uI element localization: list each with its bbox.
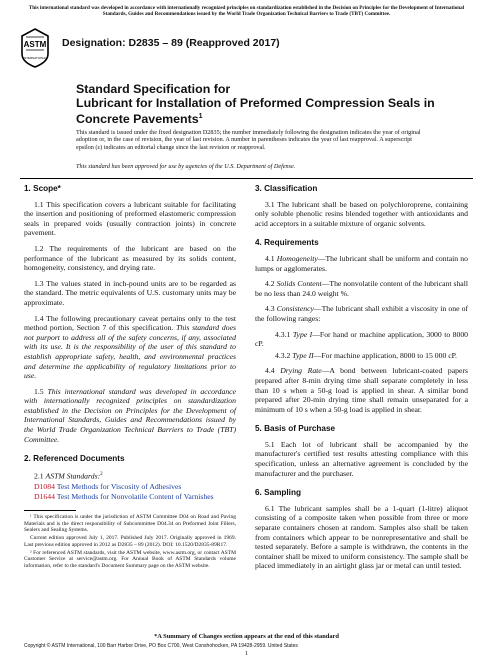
para-1-4: 1.4 The following precautionary caveat pertains only to the test method portion, Section 7 of this specification. This standard does not purport to address all of the safety concerns, if any, associated with its use. It is the responsibility of the user of this standard to establish appropriate safety, health, and environmental practices and determine the applicability of regulatory limitations prior to use. — [24, 313, 236, 381]
standard-note: This standard is issued under the fixed designation D2835; the number immediately following the designation indicates the year of original adoption or, in the case of revision, the year of last revision. A number in parentheses indicates the year of last reapproval. A superscript epsilon (ε) indicates an editorial change since the last revision or reapproval. — [76, 129, 421, 151]
title-line-2: Lubricant for Installation of Preformed Compression Seals in Concrete Pavements$^1$ — [76, 96, 435, 127]
title-footnote-mark: 1 — [198, 113, 203, 120]
page-number: 1 — [244, 650, 249, 657]
section-5-heading: 5. Basis of Purchase — [255, 424, 336, 434]
section-3-heading: 3. Classification — [255, 184, 318, 193]
title-line-1: Standard Specification for — [76, 82, 231, 96]
footnote-1: ¹ This specification is under the jurisdiction of ASTM Committee D04 on Road and Paving Materials and is the direct responsibility of Subcommittee D04.34 on Preformed Joint Fillers, Sealers and Sealing Systems. — [24, 514, 236, 534]
svg-text:INTERNATIONAL: INTERNATIONAL — [23, 56, 47, 60]
right-column — [255, 184, 468, 577]
ref-title-link[interactable]: Test Methods for Viscosity of Adhesives — [54, 482, 182, 491]
ref-code-link[interactable]: D1644 — [34, 491, 55, 501]
svg-text:ASTM: ASTM — [23, 40, 47, 49]
section-2-heading: 2. Referenced Documents — [24, 454, 125, 464]
footnote-1b: Current edition approved July 1, 2017. Published July 2017. Originally approved in 1969. Last previous edition approved in 2012 as D2835 – 89 (2012). DOI: 10.1520/D2835-89R17. — [24, 535, 236, 548]
footnote-2: ² For referenced ASTM standards, visit the ASTM website, www.astm.org, or contact ASTM Customer Service at service@astm.org. For Annual Book of ASTM Standards volume information, refer to the standard's Document Summary page on the ASTM website. — [24, 549, 236, 569]
para-4-2: 4.2 Solids Content—The nonvolatile content of the lubricant shall be no less than 24.0 weight %. — [255, 279, 468, 298]
para-4-1: 4.1 Homogeneity—The lubricant shall be uniform and contain no lumps or agglomerates. — [255, 253, 468, 273]
left-column — [24, 184, 236, 501]
para-1-5: 1.5 This international standard was developed in accordance with internationally recognized principles on standardization established in the Decision on Principles for the Development of International Standards, Guides and Recommendations issued by the World Trade Organization Technical Barriers to Trade (TBT) Committee. — [24, 386, 237, 444]
ref-code-link[interactable]: D1084 — [34, 482, 55, 491]
approval-note: This standard has been approved for use by agencies of the U.S. Department of Defense. — [76, 163, 296, 170]
para-5-1: 5.1 Each lot of lubricant shall be accompanied by the manufacturer's certified test results attesting compliance with this specification, unless an alternative agreement is concluded by the manufacturer and the purchaser. — [255, 439, 468, 478]
section-6-heading: 6. Sampling — [255, 488, 301, 498]
summary-of-changes-note: *A Summary of Changes section appears at the end of this standard — [154, 633, 339, 640]
copyright-line: Copyright © ASTM International, 100 Barr Harbor Drive, PO Box C700, West Conshohocken, PA 19428-2959. United States — [24, 643, 298, 649]
footnotes — [24, 514, 236, 571]
para-1-2: 1.2 The requirements of the lubricant are based on the performance of the lubricant as measured by its solids content, homogeneity, consistency, and drying rate. — [24, 243, 236, 273]
para-3-1: 3.1 The lubricant shall be based on polychloroprene, containing only soluble phenolic resins blended together with antioxidants and acid acceptors in a suitable mixture of organic solvents. — [255, 199, 468, 228]
header-divider — [20, 178, 473, 179]
reference-d1644[interactable] — [34, 492, 236, 502]
section-4-heading: 4. Requirements — [255, 238, 319, 248]
para-4-3-2: 4.3.2 Type II—For machine application, 8000 to 15 000 cP. — [275, 350, 457, 360]
para-1-1: 1.1 This specification covers a lubricant suitable for facilitating the insertion and positioning of preformed elastomeric compression seals in prepared voids (usually contraction joints) in concrete pavement. — [24, 199, 236, 238]
section-1-heading: 1. Scope* — [24, 184, 61, 193]
reference-d1084[interactable] — [34, 482, 236, 492]
para-4-4: 4.4 Drying Rate—A bond between lubricant-coated papers prepared after 8-min drying time shall separate completely in less than 10 s when a 50-g load is applied in shear. A similar bond prepared after 20-min drying time shall remain unseparated for a minimum of 10 s when a 50-g load is applied in shear. — [255, 366, 468, 414]
footnote-divider — [24, 510, 76, 511]
para-1-3: 1.3 The values stated in inch-pound units are to be regarded as the standard. The metric equivalents of U.S. customary units may be approximate. — [24, 278, 236, 307]
astm-logo — [20, 28, 50, 68]
designation: Designation: D2835 – 89 (Reapproved 2017) — [62, 37, 280, 49]
para-4-3: 4.3 Consistency—The lubricant shall exhibit a viscosity in one of the following ranges: — [255, 304, 469, 323]
ref-title-link[interactable]: Test Methods for Nonvolatile Content of Varnishes — [54, 491, 214, 501]
document-title — [76, 82, 436, 126]
para-4-3-1: 4.3.1 Type I—For hand or machine application, 3000 to 8000 cP. — [255, 329, 469, 349]
para-6-1: 6.1 The lubricant samples shall be a 1-quart (1-litre) aliquot consisting of a composite taken when possible from three or more separate containers chosen at random. Samples also shall be taken from containers which appear to be nonrepresentative and shall be tested separately. Before a sample is withdrawn, the contents in the container shall be mixed to uniform consistency. The sample shall be placed immediately in an airtight glass jar or metal can until tested. — [255, 503, 468, 571]
para-2-1: 2.1 ASTM Standards:$^2$ — [34, 471, 103, 481]
top-notice: This international standard was developed in accordance with internationally recognized principles on standardization established in the Decision on Principles for the Development of International Standards, Guides and Recommendations issued by the World Trade Organization Technical Barriers to Trade (TBT) Committee. — [28, 5, 465, 18]
